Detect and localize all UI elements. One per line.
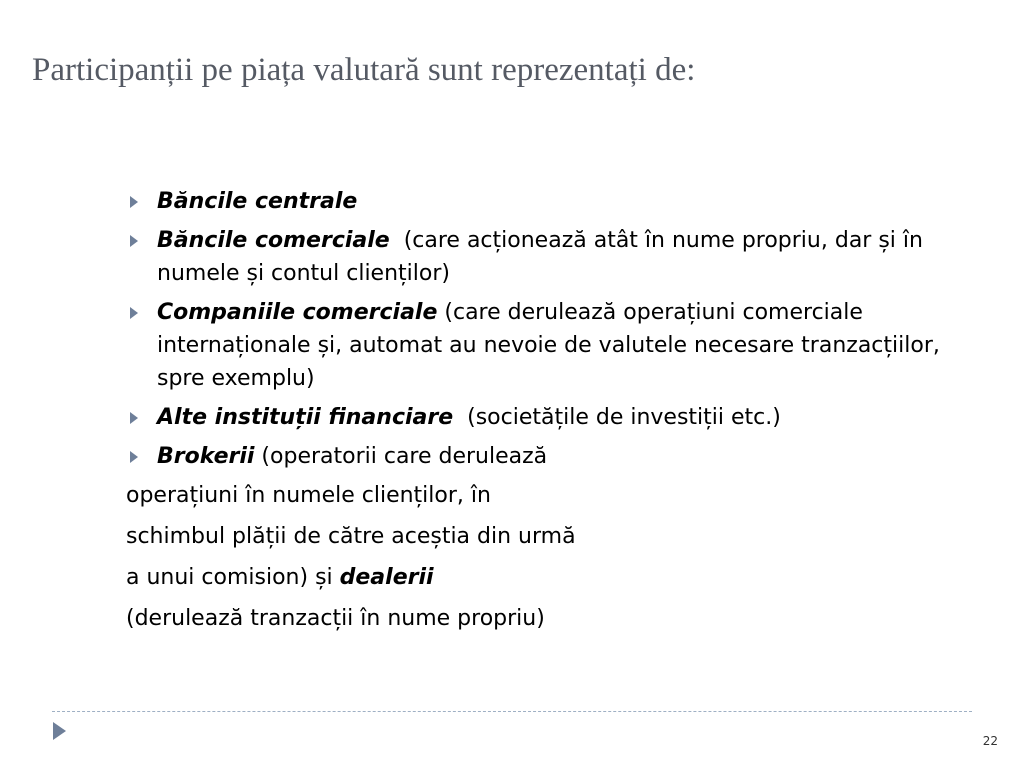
bullet-term: Băncile centrale: [157, 189, 358, 214]
slide-content: [126, 185, 946, 643]
dealerii-term: dealerii: [339, 565, 434, 590]
footer-arrow-icon: [53, 722, 66, 740]
bullet-text: (care derulează operațiuni comerciale internaționale și, automat au nevoie de valutele necesare tranzacțiilor, spre exemplu): [157, 300, 940, 391]
bullet-term: Băncile comerciale: [157, 228, 390, 253]
continuation-line: schimbul plății de către aceștia din urmă: [126, 524, 576, 549]
bullet-term: Companiile comerciale: [157, 300, 438, 325]
bullet-item-bancile-comerciale: [126, 224, 946, 290]
footer-divider: [52, 711, 972, 712]
bullet-text: (societățile de investiții etc.): [453, 405, 781, 430]
slide-title: Participanții pe piața valutară sunt reprezentați de:: [32, 52, 696, 88]
bullet-arrow-icon: [130, 235, 138, 247]
continuation-line: [126, 561, 946, 594]
bullet-arrow-icon: [130, 412, 138, 424]
bullet-text: (operatorii care derulează: [254, 444, 548, 469]
continuation-line: (derulează tranzacții în nume propriu): [126, 606, 545, 631]
bullet-item-alte-institutii: [126, 401, 946, 434]
continuation-block: [126, 479, 946, 635]
continuation-text: a unui comision) și: [126, 565, 340, 590]
page-number: 22: [982, 734, 998, 748]
bullet-arrow-icon: [130, 451, 138, 463]
bullet-term: Brokerii: [157, 444, 255, 469]
bullet-item-brokerii: [126, 440, 946, 473]
bullet-term: Alte instituții financiare: [157, 405, 454, 430]
continuation-line: operațiuni în numele clienților, în: [126, 483, 491, 508]
bullet-text: (care acționează atât în nume propriu, dar și în numele și contul clienților): [157, 228, 930, 286]
bullet-arrow-icon: [130, 196, 138, 208]
bullet-item-bancile-centrale: [126, 185, 946, 218]
bullet-item-companiile-comerciale: [126, 296, 946, 395]
bullet-arrow-icon: [130, 307, 138, 319]
